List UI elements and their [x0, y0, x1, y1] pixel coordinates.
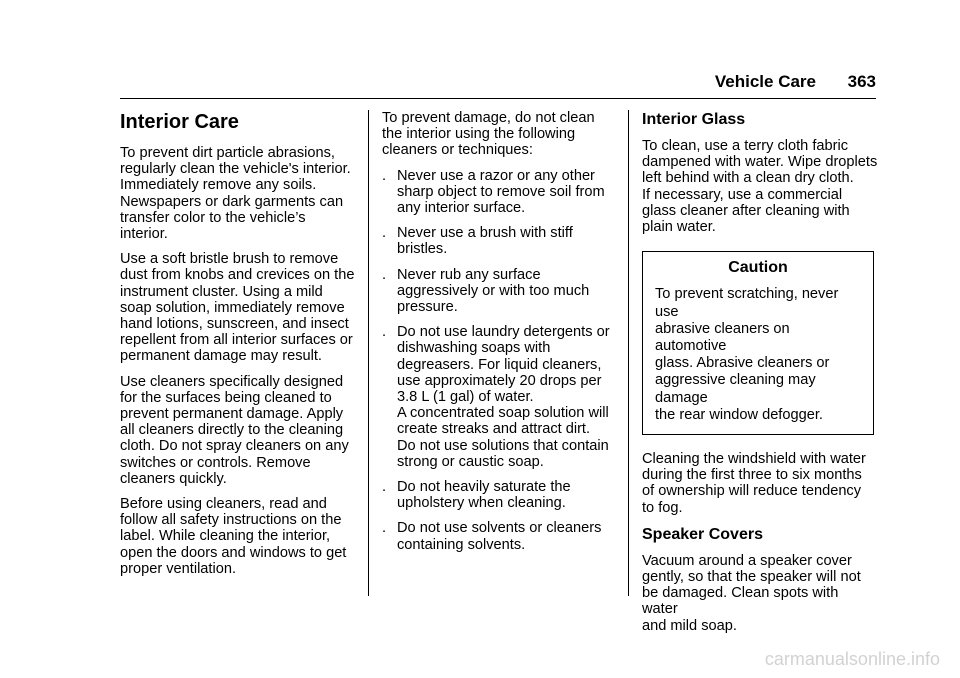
list-item-text — [397, 324, 618, 470]
text-line: Do not use laundry detergents or — [397, 324, 610, 341]
list-item — [382, 324, 618, 470]
text-line: gently, so that the speaker will not — [642, 569, 861, 586]
text-line: cleaners quickly. — [120, 470, 227, 487]
section-title: Vehicle Care — [714, 72, 816, 91]
caution-box — [642, 251, 874, 435]
text-line: Immediately remove any soils. — [120, 177, 317, 194]
text-line: Before using cleaners, read and — [120, 496, 327, 513]
interior-glass-heading: Interior Glass — [642, 111, 746, 128]
paragraph-dirt-abrasions — [120, 145, 356, 242]
text-line: cleaners or techniques: — [382, 142, 533, 159]
text-line: aggressively or with too much — [397, 282, 590, 299]
text-line: pressure. — [397, 299, 458, 316]
text-line: glass. Abrasive cleaners or — [655, 355, 830, 372]
list-item — [382, 520, 618, 552]
caution-text — [655, 286, 861, 424]
text-line: left behind with a clean dry cloth. — [642, 170, 854, 187]
text-line: soap solution, immediately remove — [120, 299, 345, 316]
text-line: To prevent scratching, never use — [655, 286, 839, 320]
text-line: dishwashing soaps with — [397, 340, 551, 357]
list-item — [382, 168, 618, 217]
text-line: be damaged. Clean spots with water — [642, 585, 839, 618]
text-line: Never rub any surface — [397, 266, 541, 283]
text-line: prevent permanent damage. Apply — [120, 406, 344, 423]
text-line: Vacuum around a speaker cover — [642, 552, 852, 569]
text-line: create streaks and attract dirt. — [397, 421, 591, 438]
text-line: use approximately 20 drops per — [397, 372, 602, 389]
text-line: To prevent dirt particle abrasions, — [120, 145, 335, 161]
cleaning-bullet-list — [382, 168, 618, 553]
list-item — [382, 225, 618, 257]
text-line: degreasers. For liquid cleaners, — [397, 356, 602, 373]
page-number: 363 — [847, 72, 876, 91]
paragraph-prevent-damage-intro — [382, 110, 618, 159]
text-line: Use a soft bristle brush to remove — [120, 251, 339, 268]
paragraph-safety-instructions — [120, 496, 356, 577]
text-line: and mild soap. — [642, 617, 737, 634]
bullet-marker: . — [382, 520, 387, 537]
text-line: regularly clean the vehicle's interior. — [120, 161, 351, 178]
paragraph-speaker-covers — [642, 553, 878, 634]
text-line: hand lotions, sunscreen, and insect — [120, 316, 349, 333]
text-line: containing solvents. — [397, 536, 526, 553]
watermark-text: carmanualsonline.info — [764, 649, 940, 669]
bullet-marker: . — [382, 167, 387, 184]
text-line: abrasive cleaners on automotive — [655, 320, 790, 355]
text-line: any interior surface. — [397, 200, 526, 217]
list-item — [382, 479, 618, 511]
list-item-text — [397, 168, 618, 217]
text-line: the rear window defogger. — [655, 406, 823, 423]
column-1 — [120, 110, 356, 586]
text-line: the interior using the following — [382, 126, 576, 143]
text-line: proper ventilation. — [120, 560, 237, 577]
text-line: open the doors and windows to get — [120, 544, 347, 561]
text-line: plain water. — [642, 219, 716, 236]
text-line: all cleaners directly to the cleaning — [120, 422, 344, 439]
text-line: transfer color to the vehicle’s — [120, 209, 306, 226]
text-line: Never use a razor or any other — [397, 167, 595, 184]
text-line: switches or controls. Remove — [120, 454, 311, 471]
bullet-marker: . — [382, 266, 387, 283]
paragraph-glass-cleaning — [642, 138, 878, 235]
list-item — [382, 267, 618, 316]
list-item-text — [397, 479, 618, 511]
text-line: cloth. Do not spray cleaners on any — [120, 438, 349, 455]
text-line: follow all safety instructions on the — [120, 512, 342, 529]
page-header — [120, 72, 876, 99]
bullet-marker: . — [382, 479, 387, 496]
text-line: To prevent damage, do not clean — [382, 110, 595, 126]
text-line: Never use a brush with stiff — [397, 225, 573, 242]
bullet-marker: . — [382, 324, 387, 341]
text-line: aggressive cleaning may damage — [655, 372, 816, 406]
text-line: label. While cleaning the interior, — [120, 528, 331, 545]
text-line: If necessary, use a commercial — [642, 186, 843, 203]
interior-care-heading: Interior Care — [120, 111, 239, 133]
text-line: Do not use solutions that contain — [397, 437, 609, 454]
list-item-text — [397, 225, 618, 257]
list-item-text — [397, 267, 618, 316]
text-line: Cleaning the windshield with water — [642, 451, 866, 468]
text-line: A concentrated soap solution will — [397, 405, 609, 422]
text-line: glass cleaner after cleaning with — [642, 202, 850, 219]
text-line: Do not use solvents or cleaners — [397, 520, 602, 537]
caution-title: Caution — [728, 259, 788, 277]
column-divider-2 — [628, 110, 629, 596]
text-line: Newspapers or dark garments can — [120, 193, 344, 210]
text-line: interior. — [120, 226, 168, 243]
bullet-marker: . — [382, 225, 387, 242]
list-item-text — [397, 520, 618, 552]
text-line: of ownership will reduce tendency — [642, 483, 862, 500]
text-line: for the surfaces being cleaned to — [120, 389, 332, 406]
text-line: to fog. — [642, 499, 683, 516]
text-line: 3.8 L (1 gal) of water. — [397, 389, 534, 406]
column-2 — [382, 110, 618, 562]
column-3 — [642, 110, 878, 643]
text-line: Do not heavily saturate the — [397, 479, 571, 496]
text-line: dust from knobs and crevices on the — [120, 267, 355, 284]
text-line: instrument cluster. Using a mild — [120, 283, 323, 300]
text-line: during the first three to six months — [642, 467, 862, 484]
text-line: dampened with water. Wipe droplets — [642, 154, 878, 171]
paragraph-windshield — [642, 451, 878, 516]
text-line: permanent damage may result. — [120, 348, 322, 365]
text-line: sharp object to remove soil from — [397, 183, 605, 200]
column-divider-1 — [368, 110, 369, 596]
text-line: bristles. — [397, 241, 448, 258]
text-line: repellent from all interior surfaces or — [120, 332, 353, 349]
paragraph-soft-brush — [120, 251, 356, 364]
text-line: upholstery when cleaning. — [397, 495, 566, 512]
text-line: To clean, use a terry cloth fabric — [642, 138, 849, 154]
text-line: strong or caustic soap. — [397, 453, 544, 470]
paragraph-cleaners-designed — [120, 374, 356, 487]
speaker-covers-heading: Speaker Covers — [642, 525, 763, 543]
text-line: Use cleaners specifically designed — [120, 373, 344, 390]
